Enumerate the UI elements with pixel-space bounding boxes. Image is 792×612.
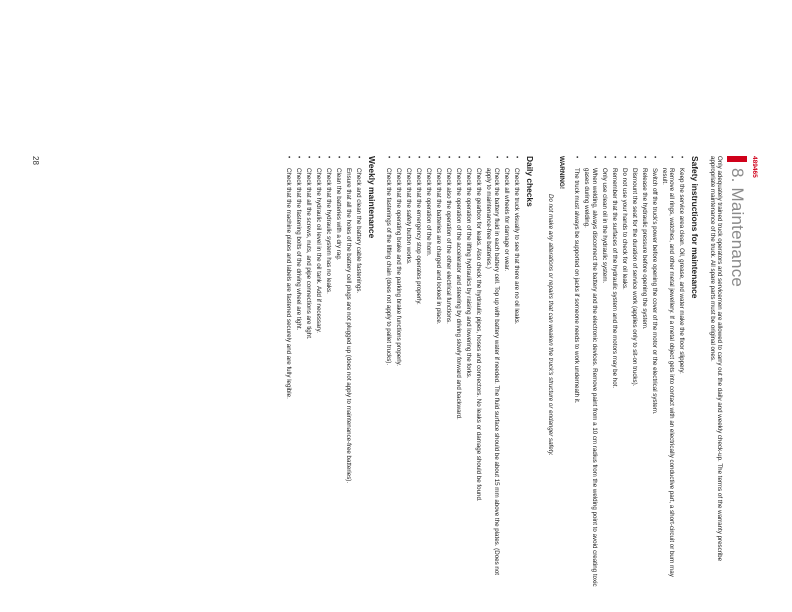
list-item — [600, 156, 607, 590]
list-item — [344, 156, 351, 590]
list-item — [465, 156, 472, 590]
warning-text: Do not make any alterations or repairs that can weaken the truck's structure or endanger safety. — [546, 194, 554, 456]
bullet-icon: • — [512, 156, 520, 159]
bullet-icon: • — [304, 156, 312, 159]
list-item — [284, 156, 291, 590]
list-item-text: Check the battery fluid in each battery cell. Top up with battery water if needed. The fluid surface should be about 15 mm above the plates. (Does not apply to maintenance-free batteries.) — [485, 168, 500, 576]
page-content — [276, 156, 758, 590]
bullet-icon: • — [385, 156, 393, 159]
list-item-text: Check that the hydraulic system has no leaks. — [324, 168, 332, 294]
bullet-icon: • — [640, 156, 648, 159]
list-item-text: When welding, always disconnect the battery and the electronic devices. Remove paint from a 10 cm radius from the welding point to avoid creating toxic gases during welding. — [583, 168, 598, 587]
intro-paragraph: Only adequately trained truck operators and servicemen are allowed to carry out the daily and weekly check-up. The terms of the warranty prescribe appropriate maintenance of the truck. All spare parts must be original ones. — [708, 156, 723, 562]
list-item-text: Only use clean oil in the hydraulic system. — [600, 168, 608, 284]
list-item-text: Do not use your hands to check for oil leaks. — [620, 168, 628, 290]
list-item — [415, 156, 422, 590]
bullet-icon: • — [415, 156, 423, 159]
list-item-text: Check also the operation of the other electrical functions. — [445, 168, 453, 324]
list-item — [435, 156, 442, 590]
bullet-icon: • — [492, 156, 500, 159]
list-item-text: Check the operation of the accelerator and steering by driving slowly forward and backward. — [455, 168, 463, 420]
bullet-icon: • — [590, 156, 598, 159]
list-item — [573, 156, 580, 590]
weekly-maintenance-list — [284, 156, 361, 590]
list-item — [425, 156, 432, 590]
list-item-text: Check that the safety button works. — [405, 168, 413, 265]
list-item — [324, 156, 331, 590]
list-item-text: Release the hydraulic pressure before opening the system. — [640, 168, 648, 330]
bullet-icon: • — [435, 156, 443, 159]
list-item-text: Check that the emergency stop operates properly. — [415, 168, 423, 305]
list-item — [354, 156, 361, 590]
bullet-icon: • — [573, 156, 581, 159]
bullet-icon: • — [314, 156, 322, 159]
weekly-maintenance-heading: Weekly maintenance — [366, 156, 377, 239]
page-number: 28 — [31, 156, 40, 165]
list-item — [640, 156, 647, 590]
bullet-icon: • — [475, 156, 483, 159]
list-item-text: Remove all rings, watches, and other metal jewellery. If a metal object gets into contact with an electrically conductive part, a short-circuit or burn may result. — [660, 168, 676, 577]
list-item-text: Check the operation of the horn. — [425, 168, 433, 257]
bullet-icon: • — [405, 156, 413, 159]
list-item — [650, 156, 657, 590]
list-item — [630, 156, 637, 590]
bullet-icon: • — [294, 156, 302, 159]
list-item — [583, 156, 598, 590]
bullet-icon: • — [668, 156, 676, 159]
list-item — [475, 156, 482, 590]
bullet-icon: • — [600, 156, 608, 159]
list-item — [395, 156, 402, 590]
list-item — [512, 156, 519, 590]
bullet-icon: • — [610, 156, 618, 159]
list-item-text: The truck must always be supported on jacks if someone needs to work underneath it. — [573, 168, 581, 404]
list-item-text: Check that the operating brake and the parking brake functions properly. — [395, 168, 403, 367]
bullet-icon: • — [630, 156, 638, 159]
daily-checks-heading: Daily checks — [524, 156, 535, 207]
list-item — [660, 156, 675, 590]
model-number: 489465 — [751, 156, 758, 178]
list-item-text: Check the operation of the lifting hydraulics by raising and lowering the forks. — [465, 168, 473, 379]
list-item — [502, 156, 509, 590]
bullet-icon: • — [395, 156, 403, 159]
bullet-icon: • — [678, 156, 686, 159]
list-item-text: Check that the fastening bolts of the driving wheel are tight. — [294, 168, 302, 331]
list-item — [314, 156, 321, 590]
list-item — [610, 156, 617, 590]
bullet-icon: • — [620, 156, 628, 159]
list-item-text: Check the hydraulic oil level in the oil tank. Add if necessary. — [314, 168, 322, 333]
bullet-icon: • — [502, 156, 510, 159]
list-item — [455, 156, 462, 590]
bullet-icon: • — [465, 156, 473, 159]
bullet-icon: • — [455, 156, 463, 159]
list-item-text: Check all wheels for damage or wear. — [502, 168, 510, 272]
daily-checks-list — [385, 156, 520, 590]
list-item — [304, 156, 311, 590]
list-item-text: Clean the batteries with a dry rag. — [334, 168, 342, 261]
list-item-text: Keep the service area clean. Oil, grease, and water make the floor slippery. — [678, 168, 686, 374]
chapter-title: 8. Maintenance — [728, 168, 747, 288]
list-item-text: Check the truck visually to see that there are no oil leaks. — [512, 168, 520, 325]
list-item — [385, 156, 392, 590]
list-item-text: Ensure that all the holes of the battery cell plugs are not plugged up (does not apply to maintenance-free batteries). — [344, 168, 352, 484]
bullet-icon: • — [344, 156, 352, 159]
bullet-icon: • — [284, 156, 292, 159]
list-item-text: Switch off the truck's power before opening the cover of the motor or the electrical system. — [650, 168, 658, 415]
bullet-icon: • — [324, 156, 332, 159]
list-item-text: Check the gearbox for leaks. Also check the hydraulic pipes, hoses and connectors. No leaks or damage should be found. — [475, 168, 483, 502]
safety-heading: Safety instructions for maintenance — [690, 156, 701, 299]
list-item — [445, 156, 452, 590]
bullet-icon: • — [445, 156, 453, 159]
bullet-icon: • — [650, 156, 658, 159]
list-item — [334, 156, 341, 590]
safety-list — [573, 156, 685, 590]
bullet-icon: • — [354, 156, 362, 159]
chapter-marker-icon — [727, 156, 747, 162]
list-item-text: Remember that the surfaces of the hydraulic system and the motors may be hot. — [610, 168, 618, 389]
warning-label: WARNING! — [557, 156, 565, 190]
list-item-text: Check that the machine plates and labels are fastened securely and are fully legible. — [284, 168, 292, 399]
list-item-text: Check that the batteries are charged and locked in place. — [435, 168, 443, 325]
list-item-text: Dismount the seat for the duration of service work (applies only to sit-on trucks). — [630, 168, 638, 387]
list-item — [294, 156, 301, 590]
list-item — [405, 156, 412, 590]
list-item — [678, 156, 685, 590]
chapter-header — [727, 156, 747, 590]
bullet-icon: • — [334, 156, 342, 159]
list-item — [485, 156, 500, 590]
bullet-icon: • — [425, 156, 433, 159]
list-item-text: Check that all the screws, nuts, and pipe connections are tight. — [304, 168, 312, 340]
list-item-text: Check the fastenings of the lifting chain (does not apply to pallet trucks). — [385, 168, 393, 366]
list-item-text: Check and clean the battery cable fastenings. — [354, 168, 362, 294]
list-item — [620, 156, 627, 590]
